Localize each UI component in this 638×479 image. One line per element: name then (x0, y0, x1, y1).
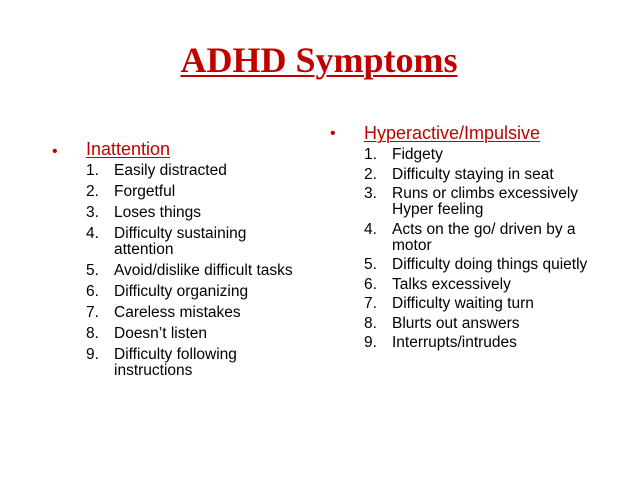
item-number: 9. (86, 346, 99, 363)
list-item (330, 222, 590, 254)
slide-title: ADHD Symptoms (180, 40, 458, 80)
bullet-icon: • (52, 143, 58, 160)
item-text: Difficulty doing things quietly (392, 256, 588, 273)
inattention-heading: Inattention (86, 139, 171, 159)
item-text: Forgetful (114, 183, 176, 200)
hyperactive-list (330, 147, 590, 351)
item-number: 9. (364, 334, 377, 351)
list-item (330, 186, 590, 218)
inattention-heading-row (52, 140, 302, 159)
item-number: 3. (364, 185, 377, 202)
list-item (330, 257, 590, 273)
hyperactive-heading: Hyperactive/Impulsive (364, 123, 541, 143)
list-item (52, 163, 302, 179)
list-item (330, 335, 590, 351)
item-text: Difficulty staying in seat (392, 165, 554, 183)
list-item (330, 167, 590, 183)
list-item (330, 316, 590, 332)
hyperactive-heading-row (330, 124, 590, 143)
hyperactive-column (330, 124, 590, 355)
item-number: 1. (86, 162, 99, 179)
inattention-list (52, 163, 302, 379)
item-text: Avoid/dislike difficult tasks (114, 262, 293, 279)
bullet-icon: • (330, 125, 336, 142)
list-item (330, 296, 590, 312)
item-text: Careless mistakes (114, 304, 241, 321)
item-number: 6. (86, 283, 99, 300)
item-text: Loses things (114, 204, 202, 221)
item-text: Difficulty organizing (114, 283, 249, 300)
inattention-column (52, 140, 302, 384)
item-number: 7. (364, 295, 377, 312)
item-text: Fidgety (392, 146, 443, 163)
list-item (52, 226, 302, 258)
item-text: Difficulty following instructions (114, 346, 237, 379)
list-item (52, 205, 302, 221)
item-number: 4. (86, 225, 99, 242)
item-number: 1. (364, 146, 377, 163)
item-number: 2. (364, 165, 377, 183)
item-text: Talks excessively (392, 275, 511, 293)
item-text: Runs or climbs excessively Hyper feeling (392, 185, 579, 218)
item-text: Acts on the go/ driven by a motor (392, 220, 576, 254)
list-item (52, 184, 302, 200)
list-item (52, 347, 302, 379)
item-number: 5. (86, 262, 99, 279)
list-item (52, 326, 302, 342)
item-text: Difficulty sustaining attention (114, 225, 247, 258)
item-number: 8. (364, 314, 377, 332)
item-number: 2. (86, 183, 99, 200)
item-text: Difficulty waiting turn (392, 295, 534, 312)
item-text: Blurts out answers (392, 314, 520, 332)
item-text: Doesn’t listen (114, 325, 208, 342)
item-number: 4. (364, 220, 377, 238)
list-item (52, 263, 302, 279)
item-number: 5. (364, 256, 377, 273)
list-item (52, 305, 302, 321)
item-text: Easily distracted (114, 162, 227, 179)
list-item (52, 284, 302, 300)
item-number: 8. (86, 325, 99, 342)
list-item (330, 147, 590, 163)
item-number: 3. (86, 204, 99, 221)
item-text: Interrupts/intrudes (392, 334, 517, 351)
item-number: 7. (86, 304, 99, 321)
list-item (330, 277, 590, 293)
item-number: 6. (364, 275, 377, 293)
